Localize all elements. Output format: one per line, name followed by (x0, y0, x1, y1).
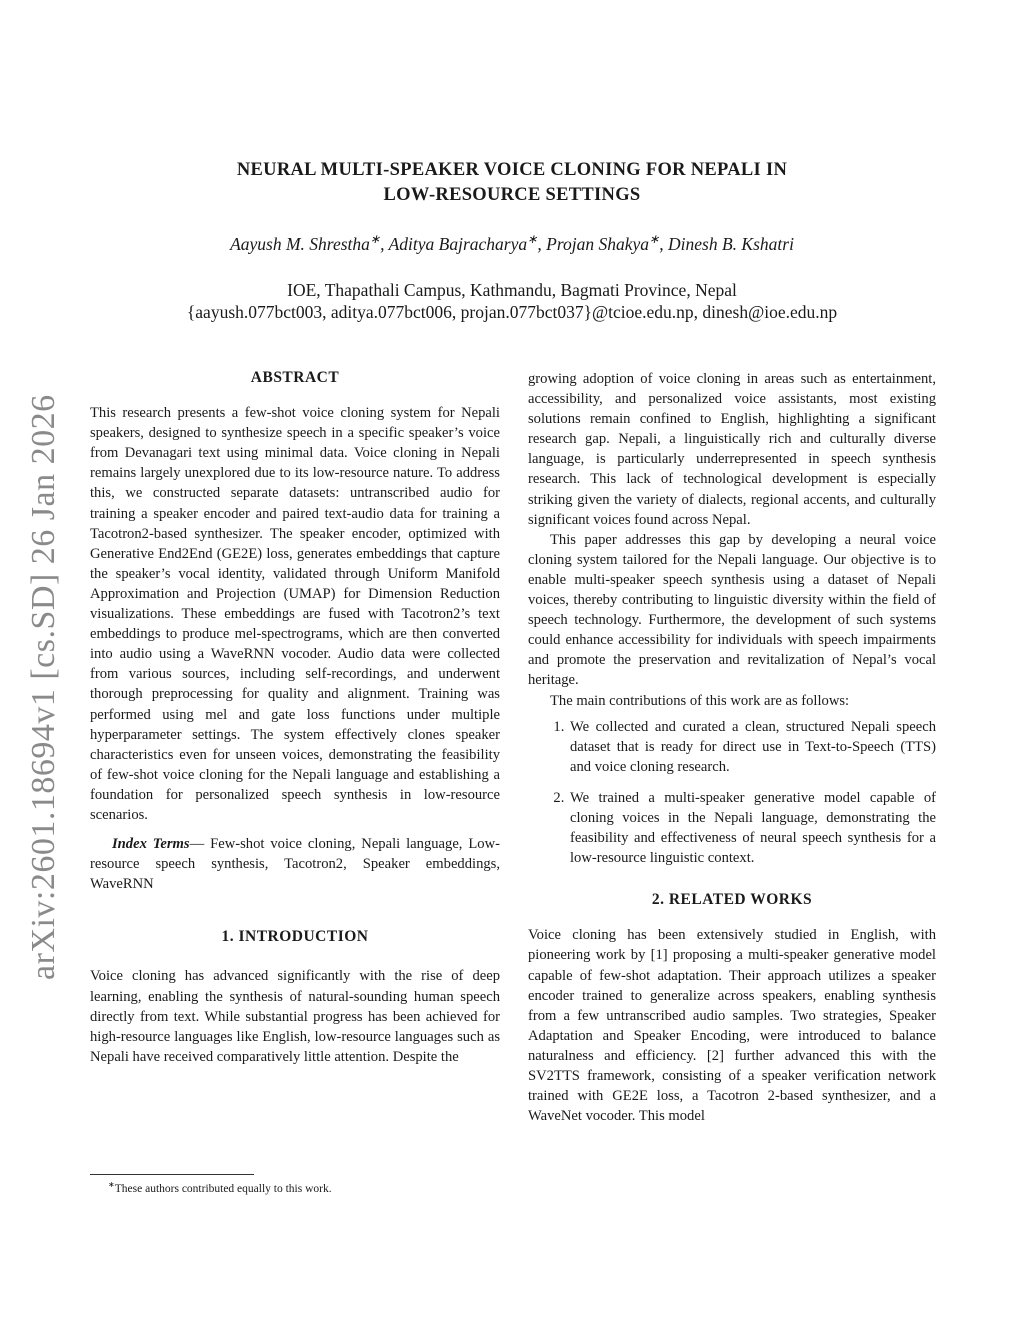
contribution-item: 1. We collected and curated a clean, structured Nepali speech dataset that is ready for direct use in Text-to-Speech (TTS) and voice cloning research. (568, 717, 936, 777)
author: Aditya Bajracharya∗, (388, 232, 547, 254)
author: Projan Shakya∗, (546, 232, 669, 254)
index-terms-label: Index Terms (112, 836, 190, 853)
footnote-text: These authors contributed equally to this work. (114, 1182, 332, 1195)
arxiv-margin-stamp: arXiv:2601.18694v1 [cs.SD] 26 Jan 2026 (25, 394, 62, 980)
footnote (108, 1180, 508, 1195)
author: Aayush M. Shrestha∗, (230, 232, 389, 254)
right-column (528, 369, 936, 1126)
author-emails: {aayush.077bct003, aditya.077bct006, projan.077bct037}@tcioe.edu.np, dinesh@ioe.edu.np (186, 302, 838, 322)
author-list (60, 232, 964, 255)
contribution-item: 2. We trained a multi-speaker generative model capable of cloning voices in the Nepali language, demonstrating the feasibility and effectiveness of neural speech synthesis for a low-resource linguistic context. (568, 788, 936, 868)
title-line-2: LOW-RESOURCE SETTINGS (383, 185, 641, 205)
abstract-text: This research presents a few-shot voice cloning system for Nepali speakers, designed to synthesize speech in a specific speaker’s voice from Devanagari text using minimal data. Voice cloning in Nepali remains largely unexplored due to its low-resource nature. To address this, we constructed separate datasets: untranscribed audio for training a speaker encoder and paired text-audio data for training a Tacotron2-based synthesizer. The speaker encoder, optimized with Generative End2End (GE2E) loss, generates embeddings that capture the speaker’s vocal identity, validated through Uniform Manifold Approximation and Projection (UMAP) for Dimension Reduction visualizations. These embeddings are fused with Tacotron2’s text embeddings to produce mel-spectrograms, which are then converted into audio using a WaveRNN vocoder. Audio data were collected from various sources, including self-recordings, and underwent thorough preprocessing for quality and alignment. Training was performed using mel and gate loss functions under multiple hyperparameter settings. The system effectively clones speaker characteristics even for unseen voices, demonstrating the feasibility of few-shot voice cloning for the Nepali language and establishing a foundation for personalized speech synthesis in low-resource scenarios. (90, 405, 500, 823)
introduction-paragraph-2: This paper addresses this gap by developing a neural voice cloning system tailored for the Nepali language. Our objective is to enable multi-speaker speech synthesis using a dataset of Nepali voices, thereby contributing to linguistic diversity within the field of speech technology. Furthermore, the development of such systems could enhance accessibility for individuals with speech impairments and promote the preservation and revitalization of Nepal’s vocal heritage. (528, 531, 936, 689)
related-works-text: Voice cloning has been extensively studied in English, with pioneering work by [1] proposing a multi-speaker generative model capable of few-shot adaptation. Their approach utilizes a speaker encoder trained to generalize across speakers, enabling synthesis from a few untranscribed audio samples. Two strategies, Speaker Adaptation and Speaker Encoding, were introduced to balance naturalness and efficiency. [2] further advanced this with the SV2TTS framework, consisting of a speaker verification network trained with GE2E loss, a Tacotron 2-based synthesizer, and a WaveNet vocoder. This model (528, 927, 936, 1125)
index-terms (90, 834, 500, 894)
footnote-rule (90, 1174, 254, 1175)
contributions-list (528, 717, 936, 869)
introduction-heading: 1. INTRODUCTION (221, 928, 369, 946)
title-line-1: NEURAL MULTI-SPEAKER VOICE CLONING FOR NEPALI IN (236, 160, 788, 180)
introduction-paragraph-3: The main contributions of this work are as follows: (550, 692, 850, 709)
introduction-paragraph-1a: Voice cloning has advanced significantly with the rise of deep learning, enabling the synthesis of natural-sounding human speech directly from text. While substantial progress has been achieved for high-resource languages like English, low-resource languages such as Nepali have received comparatively little attention. Despite the (90, 968, 500, 1065)
introduction-paragraph-1b: growing adoption of voice cloning in areas such as entertainment, accessibility, and personalized voice assistants, most existing solutions remain confined to English, highlighting a significant research gap. Nepali, a linguistically rich and culturally diverse language, is particularly underrepresented in speech synthesis research. This lack of technological development is especially striking given the variety of dialects, regional accents, and culturally significant voices found across Nepal. (528, 371, 936, 528)
author: Dinesh B. Kshatri (668, 233, 794, 254)
abstract-heading: ABSTRACT (250, 369, 340, 386)
affiliation: IOE, Thapathali Campus, Kathmandu, Bagmati Province, Nepal (287, 280, 737, 300)
footnote-mark: ∗ (108, 1180, 115, 1189)
paper-title (100, 158, 924, 208)
affiliation-block (60, 279, 964, 323)
left-column (90, 368, 500, 1067)
related-works-heading: 2. RELATED WORKS (651, 891, 813, 909)
index-terms-list: — Few-shot voice cloning, Nepali language, Low-resource speech synthesis, Tacotron2, Speaker embeddings, WaveRNN (90, 836, 500, 893)
